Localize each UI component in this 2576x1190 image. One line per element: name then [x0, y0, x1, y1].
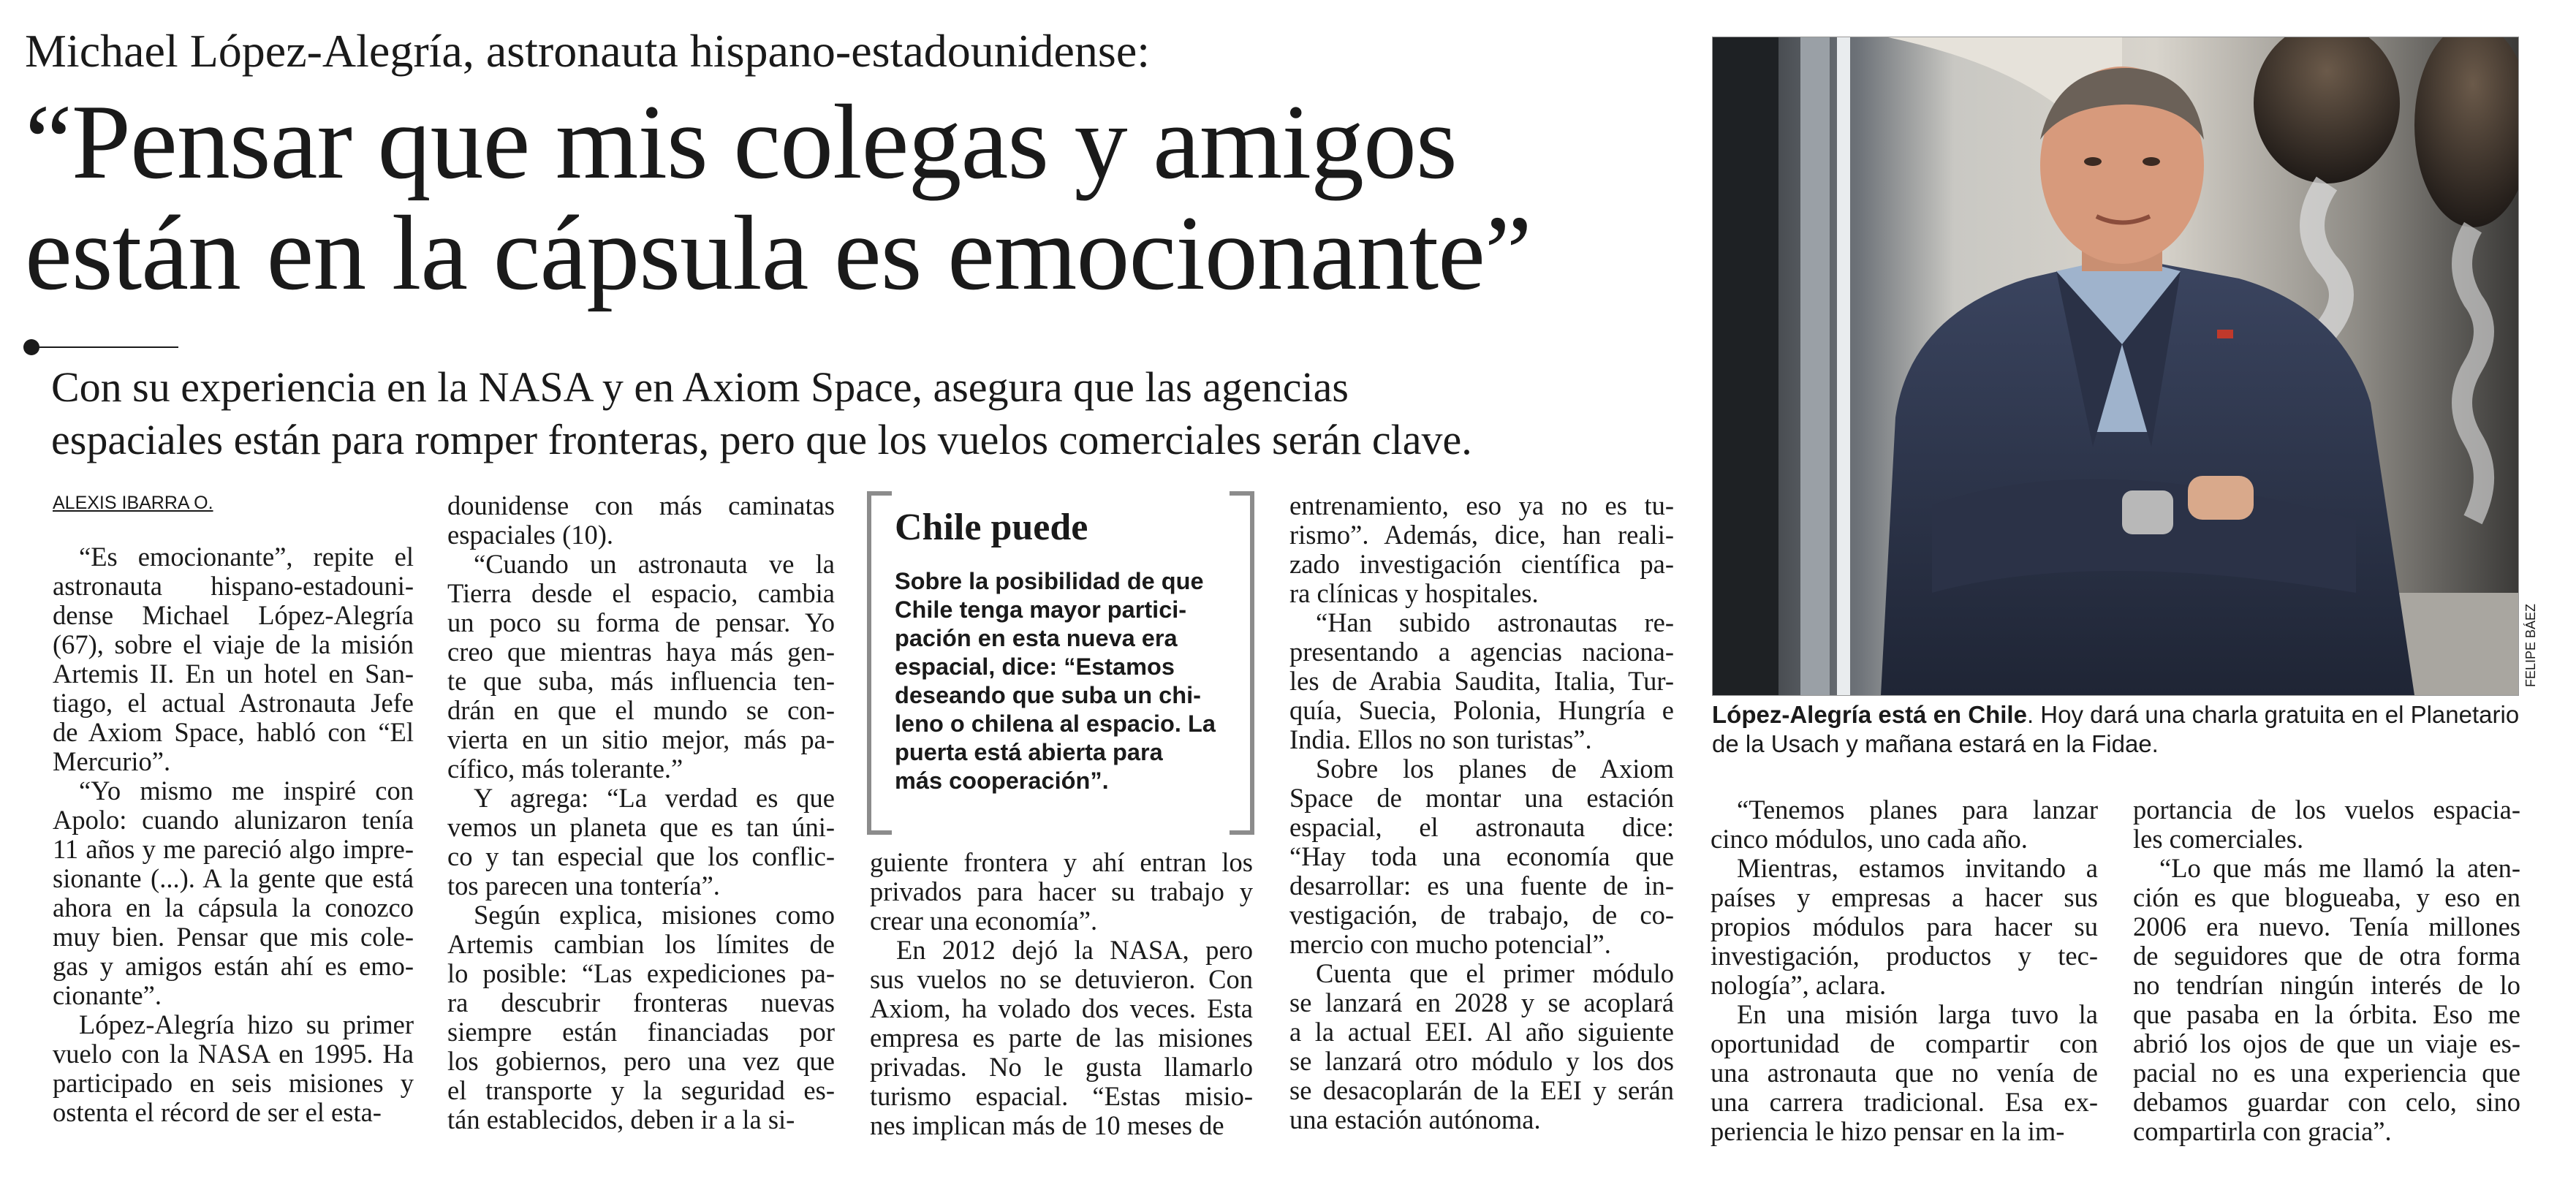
article-line: una astronauta que no venía de [1711, 1058, 2098, 1088]
article-line: “Han subido astronautas re- [1316, 607, 1674, 637]
sidebar-line: más cooperación”. [895, 768, 1109, 794]
article-line: Space de montar una estación [1289, 783, 1674, 813]
article-line: de Axiom Space, habló con “El [53, 717, 414, 747]
article-line: debamos guardar con celo, sino [2133, 1087, 2520, 1117]
article-line: nes implican más de 10 meses de [870, 1110, 1224, 1140]
article-line: tán establecidos, deben ir a la si- [447, 1104, 795, 1134]
article-line: En 2012 dejó la NASA, pero [896, 935, 1253, 965]
sidebar-line: deseando que suba un chi- [895, 682, 1201, 708]
deck-line-1: Con su experiencia en la NASA y en Axiom Space, asegura que las agencias [51, 363, 1349, 411]
article-line: investigación, productos y tec- [1711, 941, 2098, 971]
sidebar-box [867, 491, 1254, 835]
kicker: Michael López-Alegría, astronauta hispano-estadounidense: [25, 25, 1150, 77]
article-line: se lanzará en 2028 y se acoplará [1289, 988, 1674, 1017]
sidebar-line: pación en esta nueva era [895, 625, 1178, 651]
article-column-6 [2133, 795, 2520, 1146]
article-line: no tendrían ningún interés de lo [2133, 970, 2520, 1000]
article-line: dounidense con más caminatas [447, 490, 835, 520]
article-column-1 [53, 542, 414, 1127]
article-line: Sobre los planes de Axiom [1316, 754, 1674, 784]
sidebar-line: Sobre la posibilidad de que [895, 568, 1204, 594]
bracket-left-top [867, 491, 892, 496]
article-line: tiago, el actual Astronauta Jefe [53, 688, 414, 718]
article-line: vestigación, de trabajo, de co- [1289, 900, 1674, 930]
sidebar-line: Chile tenga mayor partici- [895, 596, 1187, 623]
article-line: empresa es parte de las misiones [870, 1023, 1253, 1053]
article-line: pacial no es una experiencia que [2133, 1058, 2520, 1088]
article-line: una carrera tradicional. Esa ex- [1711, 1087, 2098, 1117]
article-line: astronauta hispano-estadouni- [53, 571, 414, 601]
article-line: países y empresas a hacer sus [1711, 882, 2098, 912]
sidebar-title: Chile puede [895, 507, 1088, 548]
article-line: sionante (...). A la gente que está [53, 863, 414, 893]
article-line: portancia de los vuelos espacia- [2133, 795, 2520, 825]
article-line: participado en seis misiones y [53, 1068, 414, 1098]
article-line: drán en que el mundo se con- [447, 695, 835, 725]
article-line: Mientras, estamos invitando a [1737, 853, 2098, 883]
deck [51, 361, 1652, 466]
article-line: zado investigación científica pa- [1289, 549, 1674, 579]
article-line: ahora en la cápsula la conozco [53, 892, 414, 922]
article-line: muy bien. Pensar que mis cole- [53, 922, 414, 952]
article-line: “Lo que más me llamó la aten- [2159, 853, 2520, 883]
article-column-4 [1289, 491, 1674, 1134]
article-line: se desacoplarán de la EEI y serán [1289, 1075, 1674, 1105]
article-line: un poco su forma de pensar. Yo [447, 607, 835, 637]
article-line: les de Arabia Saudita, Italia, Tur- [1289, 666, 1674, 696]
article-line: vierta en un sitio mejor, más pa- [447, 724, 835, 754]
article-line: Axiom, ha volado dos veces. Esta [870, 993, 1253, 1023]
article-line: ra descubrir fronteras nuevas [447, 988, 835, 1017]
article-line: (67), sobre el viaje de la misión [53, 629, 414, 659]
article-line: co y tan especial que los conflic- [447, 841, 835, 871]
article-line: abrió los ojos de que un viaje es- [2133, 1028, 2520, 1058]
caption-line-2: de la Usach y mañana estará en la Fidae. [1712, 730, 2159, 757]
article-line: India. Ellos no son turistas”. [1289, 724, 1592, 754]
article-line: cífico, más tolerante.” [447, 754, 683, 784]
article-line: vuelo con la NASA en 1995. Ha [53, 1039, 414, 1069]
article-line: Apolo: cuando alunizaron tenía [53, 805, 414, 835]
article-line: turismo espacial. “Estas misio- [870, 1081, 1253, 1111]
article-line: En una misión larga tuvo la [1737, 999, 2098, 1029]
article-column-5 [1711, 795, 2098, 1146]
article-line: rismo”. Además, dice, han reali- [1289, 520, 1674, 550]
article-line: Artemis II. En un hotel en San- [53, 659, 414, 689]
caption-rest: . Hoy dará una charla gratuita en el Planetario [2026, 701, 2520, 728]
article-line: Artemis cambian los límites de [447, 929, 835, 959]
deck-rule [39, 346, 178, 348]
sidebar-line: espacial, dice: “Estamos [895, 653, 1175, 680]
portrait-photo [1712, 37, 2519, 696]
article-line: 2006 era nuevo. Tenía millones [2133, 912, 2520, 941]
article-line: “Tenemos planes para lanzar [1737, 795, 2098, 825]
article-line: vemos un planeta que es tan úni- [447, 812, 835, 842]
article-line: creo que mientras haya más gen- [447, 637, 835, 667]
deck-line-2: espaciales están para romper fronteras, pero que los vuelos comerciales serán clave. [51, 416, 1472, 463]
article-line: guiente frontera y ahí entran los [870, 847, 1253, 877]
article-line: compartirla con gracia”. [2133, 1116, 2392, 1146]
article-line: te que suba, más influencia ten- [447, 666, 835, 696]
article-column-3 [870, 848, 1253, 1140]
bracket-right [1250, 491, 1254, 835]
article-line: “Yo mismo me inspiré con [79, 776, 414, 806]
article-line: López-Alegría hizo su primer [79, 1009, 414, 1039]
article-line: a la actual EEI. Al año siguiente [1289, 1017, 1674, 1047]
article-line: cinco módulos, uno cada año. [1711, 824, 2028, 854]
article-line: gas y amigos están ahí es emo- [53, 951, 414, 981]
article-line: el transporte y la seguridad es- [447, 1075, 835, 1105]
article-line: de seguidores que de otra forma [2133, 941, 2520, 971]
article-line: Y agrega: “La verdad es que [474, 783, 835, 813]
article-line: ción es que blogueaba, y eso en [2133, 882, 2520, 912]
article-line: privados para hacer su trabajo y [870, 876, 1253, 906]
article-line: los gobiernos, pero una vez que [447, 1046, 835, 1076]
sidebar-line: leno o chilena al espacio. La [895, 710, 1216, 737]
article-line: Mercurio”. [53, 746, 171, 776]
article-line: periencia le hizo pensar en la im- [1711, 1116, 2065, 1146]
article-line: lo posible: “Las expediciones pa- [447, 958, 835, 988]
sidebar-body [895, 567, 1227, 795]
photo-caption [1712, 700, 2523, 759]
bracket-left [867, 491, 871, 835]
article-line: espacial, el astronauta dice: [1289, 812, 1674, 842]
article-line: Según explica, misiones como [474, 900, 835, 930]
article-line: “Hay toda una economía que [1289, 841, 1674, 871]
article-line: espaciales (10). [447, 520, 614, 550]
article-line: “Es emocionante”, repite el [79, 542, 414, 572]
article-line: nología”, aclara. [1711, 970, 1887, 1000]
article-line: les comerciales. [2133, 824, 2304, 854]
article-line: entrenamiento, eso ya no es tu- [1289, 490, 1674, 520]
sidebar-line: puerta está abierta para [895, 739, 1163, 765]
bullet-dot [23, 339, 39, 355]
article-line: Cuenta que el primer módulo [1316, 958, 1674, 988]
article-line: ra clínicas y hospitales. [1289, 578, 1539, 608]
article-line: crear una economía”. [870, 906, 1098, 936]
article-line: propios módulos para hacer su [1711, 912, 2098, 941]
article-line: que pasaba en la órbita. Eso me [2133, 999, 2520, 1029]
bracket-left-bottom [867, 830, 892, 835]
photo-credit: FELIPE BÁEZ [2523, 603, 2538, 687]
article-line: mercio con mucho potencial”. [1289, 929, 1611, 959]
article-line: una estación autónoma. [1289, 1104, 1541, 1134]
article-line: Tierra desde el espacio, cambia [447, 578, 835, 608]
bracket-right-top [1230, 491, 1254, 496]
article-line: privadas. No le gusta llamarlo [870, 1052, 1253, 1082]
headline-line-2: están en la cápsula es emocionante” [25, 194, 1531, 312]
article-line: oportunidad de compartir con [1711, 1028, 2098, 1058]
article-line: siempre están financiadas por [447, 1017, 835, 1047]
bracket-right-bottom [1230, 830, 1254, 835]
article-line: tos parecen una tontería”. [447, 871, 720, 901]
article-line: cionante”. [53, 980, 162, 1010]
headline-line-1: “Pensar que mis colegas y amigos [25, 83, 1457, 201]
article-line: se lanzará otro módulo y los dos [1289, 1046, 1674, 1076]
caption-bold: López-Alegría está en Chile [1712, 701, 2027, 728]
article-line: dense Michael López-Alegría [53, 600, 414, 630]
article-line: 11 años y me pareció algo impre- [53, 834, 414, 864]
article-line: desarrollar: es una fuente de in- [1289, 871, 1674, 901]
article-line: sus vuelos no se detuvieron. Con [870, 964, 1253, 994]
headline [25, 83, 1662, 312]
article-line: quía, Suecia, Polonia, Hungría e [1289, 695, 1674, 725]
article-line: presentando a agencias naciona- [1289, 637, 1674, 667]
byline: ALEXIS IBARRA O. [53, 493, 213, 513]
article-line: “Cuando un astronauta ve la [474, 549, 835, 579]
article-column-2 [447, 491, 835, 1134]
article-line: ostenta el récord de ser el esta- [53, 1097, 382, 1127]
